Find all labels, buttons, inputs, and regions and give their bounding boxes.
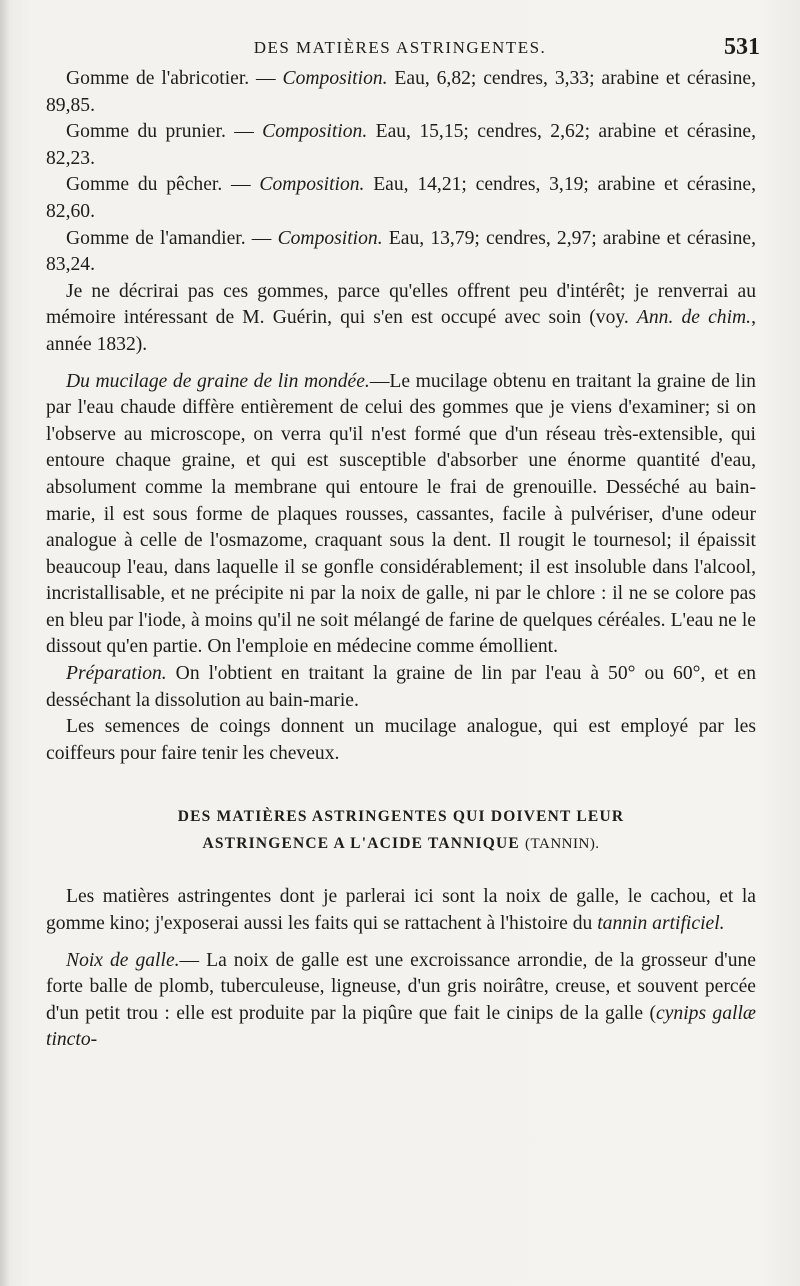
paragraph-plum-gum: Gomme du prunier. — Composition. Eau, 15,15; cendres, 2,62; arabine et cérasine, 82,23. — [46, 121, 756, 169]
page-number: 531 — [724, 34, 760, 60]
page-gutter-shadow — [0, 0, 10, 1286]
paragraph-preparation: Préparation. On l'obtient en traitant la graine de lin par l'eau à 50° ou 60°, et en desséchant la dissolution au bain-marie. — [46, 663, 756, 711]
paragraph-quince-seeds: Les semences de coings donnent un mucilage analogue, qui est employé par les coiffeurs pour faire tenir les cheveux. — [46, 716, 756, 764]
paragraph-guerin-reference: Je ne décrirai pas ces gommes, parce qu'elles offrent peu d'intérêt; je renverrai au mémoire intéressant de M. Guérin, qui s'en est occupé avec soin (voy. Ann. de chim., année 1832). — [46, 280, 756, 355]
section-heading-line1: DES MATIÈRES ASTRINGENTES QUI DOIVENT LEUR — [177, 808, 625, 826]
paragraph-almond-gum: Gomme de l'amandier. — Composition. Eau, 13,79; cendres, 2,97; arabine et cérasine, 83,24. — [46, 227, 756, 276]
paragraph-gall-nut: Noix de galle.— La noix de galle est une excroissance arrondie, de la grosseur d'une forte balle de plomb, tuberculeuse, ligneuse, d'un gris noirâtre, creuse, et souvent percée d'un petit trou : elle est produite par la piqûre que fait le cinips de la galle (cynips gallæ tincto- — [46, 949, 756, 1051]
running-head: DES MATIÈRES ASTRINGENTES. — [253, 38, 547, 57]
paragraph-apricot-gum: Gomme de l'abricotier. — Composition. Eau, 6,82; cendres, 3,33; arabine et cérasine, 89,85. — [46, 68, 756, 116]
body-text — [46, 66, 756, 1054]
paragraph-astringent-intro: Les matières astringentes dont je parlerai ici sont la noix de galle, le cachou, et la gomme kino; j'exposerai aussi les faits qui se rattachent à l'histoire du tannin artificiel. — [46, 886, 756, 935]
section-heading-line2: ASTRINGENCE A L'ACIDE TANNIQUE (TANNIN). — [202, 835, 600, 853]
page-header — [40, 34, 760, 64]
paragraph-peach-gum: Gomme du pêcher. — Composition. Eau, 14,21; cendres, 3,19; arabine et cérasine, 82,60. — [46, 174, 757, 222]
section-heading — [46, 803, 756, 858]
paragraph-linseed-mucilage: Du mucilage de graine de lin mondée.—Le mucilage obtenu en traitant la graine de lin par l'eau chaude diffère entièrement de celui des gommes que je viens d'examiner; si on l'observe au microscope, on verra qu'il n'est formé que d'un réseau très-extensible, qui entoure chaque graine, et qui est susceptible d'absorber une énorme quantité d'eau, absolument comme la membrane qui entoure le frai de grenouille. Desséché au bain-marie, il est sous forme de plaques rousses, cassantes, facile à pulvériser, d'une odeur analogue à celle de l'osmazome, craquant sous la dent. Il rougit le tournesol; il épaissit beaucoup l'eau, dans laquelle il se gonfle considérablement; il est insoluble dans l'alcool, incristallisable, et ne précipite ni par la noix de galle, ni par le chlore : il ne se colore pas en bleu par l'iode, à moins qu'il ne soit mélangé de farine de quelques céréales. L'eau ne le dissout qu'en partie. On l'emploie en médecine comme émollient. — [46, 370, 756, 658]
